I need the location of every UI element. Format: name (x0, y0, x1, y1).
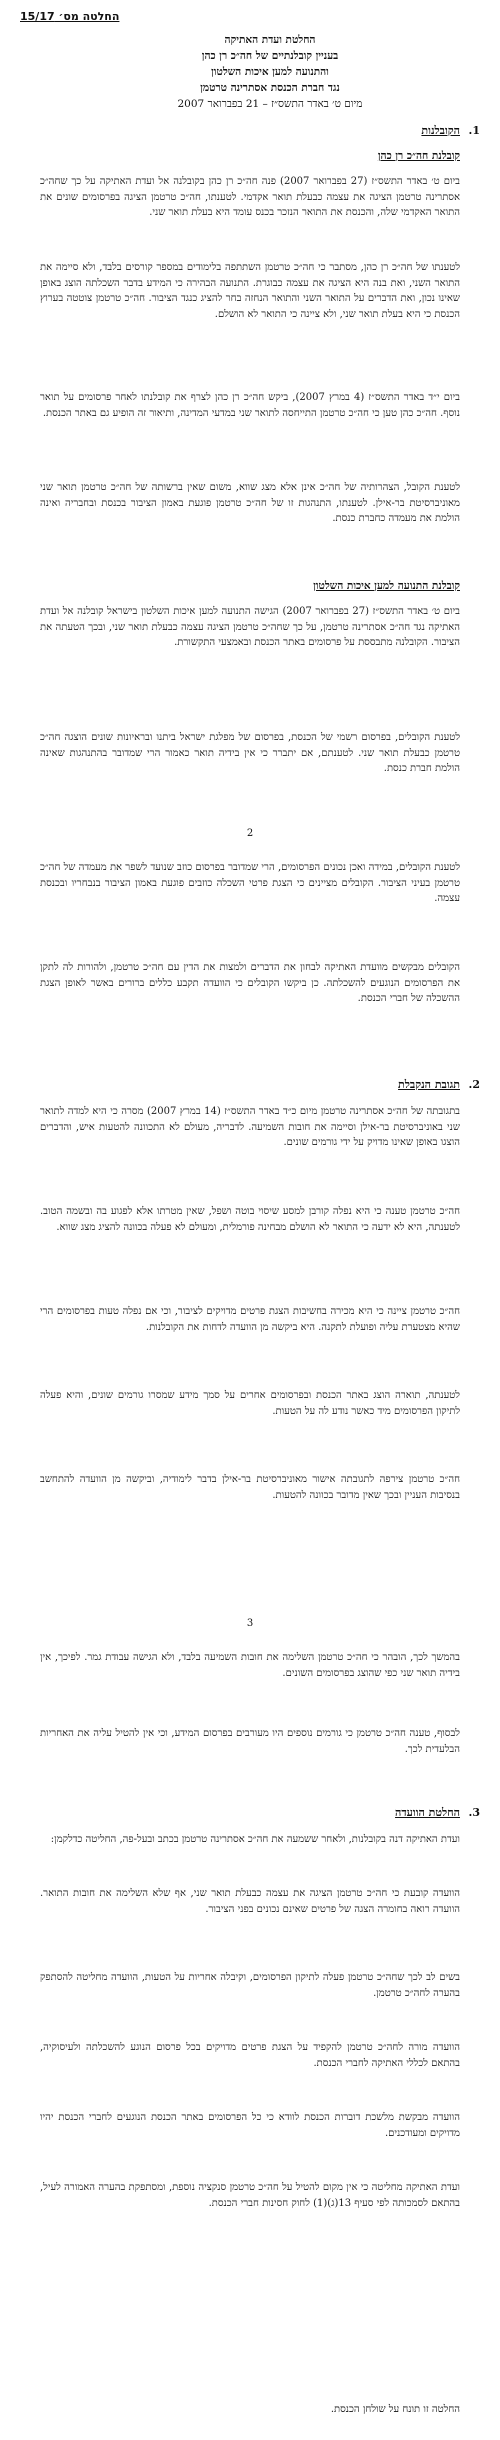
paragraph: חה״כ טרטמן צירפה לתגובתה אישור מאוניברסיטת בר-אילן בדבר לימודיה, וביקשה מן הוועדה להתחשב בנסיבות העניין ובכך שאין מדובר בכוונה להטעות. (40, 1474, 460, 1501)
section-1-number: 1. (468, 124, 480, 137)
section-3-number: 3. (468, 1806, 480, 1819)
paragraph: חה״כ טרטמן ציינה כי היא מכירה בחשיבות הצגת פרטים מדויקים לציבור, וכי אם נפלה טעות בפרסומים הרי שהיא מצטערת עליה ופועלת לתקנה. היא ביקשה מן הוועדה לדחות את הקובלנות. (40, 1306, 460, 1333)
closing-line: החלטה זו תונח על שולחן הכנסת. (330, 2404, 460, 2415)
paragraph: ועדת האתיקה דנה בקובלנות, ולאחר ששמעה את חה״כ אסתרינה טרטמן בכתב ובעל-פה, החליטה כדלקמן: (50, 1834, 460, 1845)
paragraph: חה״כ טרטמן טענה כי היא נפלה קורבן למסע שיסוי בוטה ושפל, שאין מטרתו אלא לפגוע בה ובשמה הטוב. לטענתה, היא לא ידעה כי התואר לא הושלם מבחינה פורמלית, ומעולם לא פעלה בכוונה להציג מצג שווא. (40, 1206, 460, 1233)
paragraph: הוועדה מבקשת מלשכת דוברות הכנסת לוודא כי כל הפרסומים באתר הכנסת הנוגעים לחברי הכנסת יהיו מדויקים ומעודכנים. (40, 2112, 460, 2139)
paragraph: ביום ט׳ באדר התשס״ז (27 בפברואר 2007) פנה חה״כ רן כהן בקובלנה אל ועדת האתיקה על כך שחה״כ אסתרינה טרטמן הציגה את עצמה כבעלת תואר אקדמי. לטענתו, חה״כ טרטמן הציגה בפרסומים שונים את התואר האקדמי שלה, והכנסת את התואר הנזכר בכנס עומד היא בעלת תואר שני. (40, 176, 460, 218)
paragraph: הוועדה קובעת כי חה״כ טרטמן הציגה את עצמה כבעלת תואר שני, אף שלא השלימה את חובות התואר. הוועדה רואה בחומרה הצגה של פרטים שאינם נכונים בפני הציבור. (40, 1888, 460, 1915)
paragraph: הקובלים מבקשים מוועדת האתיקה לבחון את הדברים ולמצות את הדין עם חה״כ טרטמן, ולהורות לה לתקן את הפרסומים הנוגעים להשכלתה. כן ביקשו הקובלים כי הוועדה תקבע כללים ברורים באשר לאופן הצגת ההשכלה של חברי הכנסת. (40, 962, 460, 1004)
paragraph: לבסוף, טענה חה״כ טרטמן כי גורמים נוספים היו מעורבים בפרסום המידע, וכי אין להטיל עליה את האחריות הבלעדית לכך. (40, 1728, 460, 1755)
decision-number: החלטה מס׳ 15/17 (20, 10, 120, 23)
header-line-2: בעניין קובלנתיים של חה״כ רן כהן (201, 50, 339, 62)
page-3 (0, 1610, 500, 2440)
page-number: 3 (246, 1618, 254, 1629)
section-3-title: החלטת הוועדה (395, 1806, 460, 1819)
subsection-1a-title: קובלנת חה״כ רן כהן (377, 150, 460, 162)
paragraph: ועדת האתיקה מחליטה כי אין מקום להטיל על חה״כ טרטמן סנקציה נוספת, ומסתפקת בהערה האמורה לעיל, בהתאם לסמכותה לפי סעיף 13(ג)(1) לחוק חסינות חברי הכנסת. (40, 2182, 460, 2209)
section-2-title: תגובת הנקבלת (398, 1078, 460, 1091)
header-line-4: נגד חברת הכנסת אסתרינה טרטמן (200, 82, 340, 94)
paragraph: ביום י״ד באדר התשס״ז (4 במרץ 2007), ביקש חה״כ רן כהן לצרף את קובלנתו לאחר פרסומים על תואר נוסף. חה״כ כהן טען כי חה״כ טרטמן התייחסה לתואר שני במדעי המדינה, ותיאור זה הופיע גם באתר הכנסת. (40, 392, 460, 419)
paragraph: ביום ט׳ באדר התשס״ז (27 בפברואר 2007) הגישה התנועה למען איכות השלטון בישראל קובלנה אל ועדת האתיקה נגד חה״כ אסתרינה טרטמן, על כך שחה״כ טרטמן הציגה עצמה כבעלת תואר שני, ובכך הטעתה את הציבור. הקובלנה מתבססת על פרסומים באתר הכנסת ובאמצעי התקשורת. (40, 606, 460, 648)
section-1-title: הקובלנות (421, 124, 460, 137)
section-2-number: 2. (468, 1078, 480, 1091)
header-line-3: והתנועה למען איכות השלטון (211, 66, 329, 78)
page-2 (0, 820, 500, 1610)
header-date: מיום ט׳ באדר התשס״ז – 21 בפברואר 2007 (177, 98, 363, 110)
paragraph: לטענת הקובלים, במידה ואכן נכונים הפרסומים, הרי שמדובר בפרסום כוזב שנועד לשפר את מעמדה של חה״כ טרטמן בעיני הציבור. הקובלים מציינים כי הצגת פרטי השכלה כוזבים פוגעת באמון הציבור בנבחריו ובכנסת עצמה. (40, 862, 460, 904)
subsection-1b-title: קובלנת התנועה למען איכות השלטון (313, 580, 460, 592)
paragraph: לטענתה, תוארה הוצג באתר הכנסת ובפרסומים אחרים על סמך מידע שמסרו גורמים שונים, והיא פעלה לתיקון הפרסומים מיד כאשר נודע לה על הטעות. (40, 1390, 460, 1417)
paragraph: לטענת הקובלים, בפרסום רשמי של הכנסת, בפרסום של מפלגת ישראל ביתנו ובראיונות שונים הוצגה חה״כ טרטמן כבעלת תואר שני. לטענתם, אם יתברר כי אין בידיה תואר כאמור הרי שמדובר בהתנהגות שאינה הולמת חברת כנסת. (40, 732, 460, 774)
paragraph: לטענת הקובל, הצהרותיה של חה״כ אינן אלא מצג שווא, משום שאין ברשותה של חה״כ טרטמן תואר שני מאוניברסיטת בר-אילן. לטענתו, התנהגות זו של חה״כ טרטמן פוגעת באמון הציבור בכנסת ובחבריה ואינה הולמת את מעמדה כחברת כנסת. (40, 482, 460, 524)
paragraph: בשים לב לכך שחה״כ טרטמן פעלה לתיקון הפרסומים, וקיבלה אחריות על הטעות, הוועדה מחליטה להסתפק בהערה לחה״כ טרטמן. (40, 1972, 460, 1999)
header-line-1: החלטת ועדת האתיקה (224, 34, 316, 46)
page-1 (0, 0, 500, 820)
paragraph: לטענתו של חה״כ רן כהן, מסתבר כי חה״כ טרטמן השתתפה בלימודים במספר קורסים בלבד, ולא סיימה את התואר השני, ואת בנה היא הציגה את עצמה כבוגרת. התנועה הבהירה כי המידע בדבר השכלתה הוצג באופן שאינו נכון, ואת הדברים על התואר השני והתואר הנחזה בחר להציג כנגד הציבור. חה״כ טרטמן צוטטה בערוץ הכנסת כי היא בעלת תואר שני, ולא ציינה כי התואר לא הושלם. (40, 262, 460, 320)
paragraph: הוועדה מורה לחה״כ טרטמן להקפיד על הצגת פרטים מדויקים בכל פרסום הנוגע להשכלתה ולעיסוקיה, בהתאם לכללי האתיקה לחברי הכנסת. (40, 2042, 460, 2069)
document-header (120, 32, 420, 112)
paragraph: בהמשך לכך, הובהר כי חה״כ טרטמן השלימה את חובות השמיעה בלבד, ולא הגישה עבודת גמר. לפיכך, אין בידיה תואר שני כפי שהוצג בפרסומים השונים. (40, 1652, 460, 1679)
paragraph: בתגובתה של חה״כ אסתרינה טרטמן מיום כ״ד באדר התשס״ז (14 במרץ 2007) מסרה כי היא למדה לתואר שני באוניברסיטת בר-אילן וסיימה את חובות השמיעה. לדבריה, מעולם לא התכוונה להטעות איש, והדברים הוצגו באופן שאינו מדויק על ידי גורמים שונים. (40, 1106, 460, 1148)
page-number: 2 (246, 828, 254, 839)
